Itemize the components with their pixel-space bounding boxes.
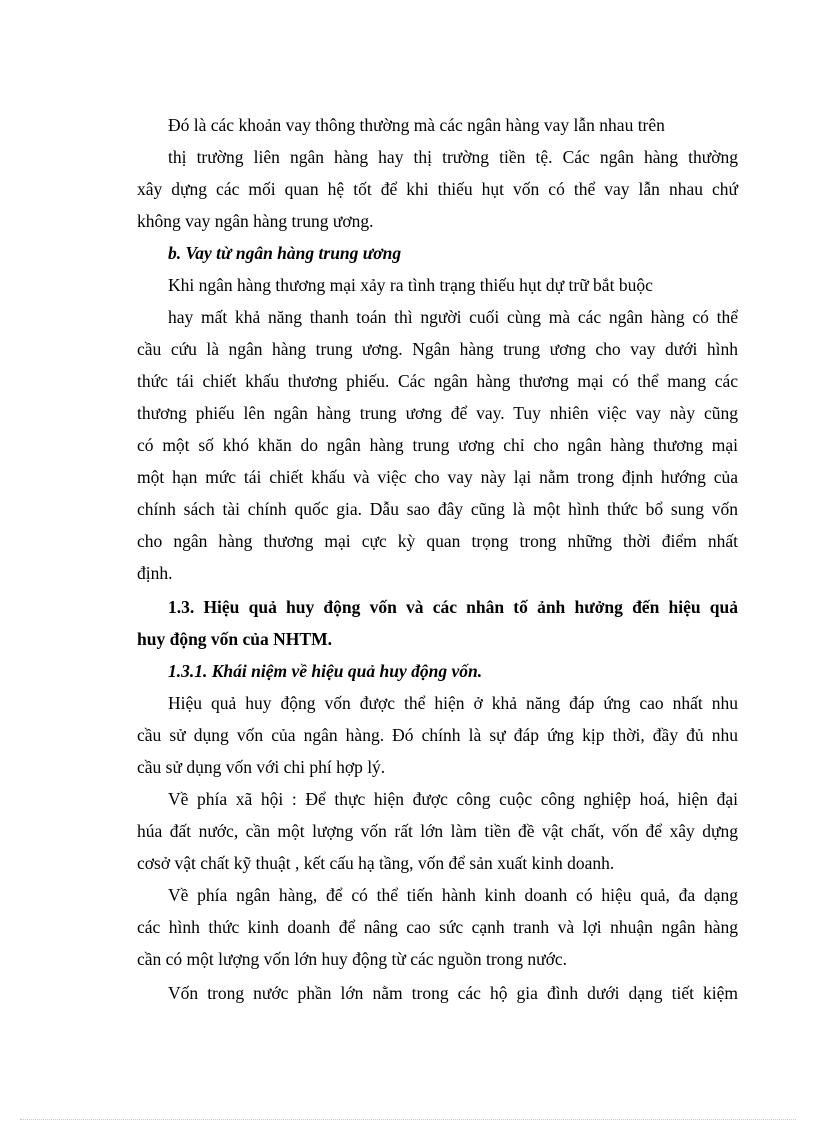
- section-heading: 1.3. Hiệu quả huy động vốn và các nhân tố ảnh hưởng đến hiệu quả: [168, 597, 738, 617]
- text-line: các hình thức kinh doanh để nâng cao sức cạnh tranh và lợi nhuận ngân hàng: [137, 917, 738, 937]
- section-heading: b. Vay từ ngân hàng trung ương: [168, 243, 402, 263]
- text-line: Đó là các khoản vay thông thường mà các ngân hàng vay lẫn nhau trên: [168, 115, 665, 135]
- text-line: Vốn trong nước phần lớn nằm trong các hộ gia đình dưới dạng tiết kiệm: [168, 983, 738, 1003]
- text-line: cầu cứu là ngân hàng trung ương. Ngân hàng trung ương cho vay dưới hình: [137, 339, 738, 359]
- text-line: thương phiếu lên ngân hàng trung ương để vay. Tuy nhiên việc vay này cũng: [137, 403, 738, 423]
- text-line: thức tái chiết khấu thương phiếu. Các ngân hàng thương mại có thể mang các: [137, 371, 738, 391]
- text-line: Về phía ngân hàng, để có thể tiến hành kinh doanh có hiệu quả, đa dạng: [168, 885, 738, 905]
- text-line: hay mất khả năng thanh toán thì người cuối cùng mà các ngân hàng có thể: [168, 307, 738, 327]
- text-line: cầu sử dụng vốn của ngân hàng. Đó chính là sự đáp ứng kịp thời, đầy đủ nhu: [137, 725, 738, 745]
- text-line: Hiệu quả huy động vốn được thể hiện ở khả năng đáp ứng cao nhất nhu: [168, 693, 738, 713]
- text-line: cầu sử dụng vốn với chi phí hợp lý.: [137, 757, 386, 777]
- subsection-heading: 1.3.1. Khái niệm về hiệu quả huy động vốn.: [168, 661, 483, 681]
- text-line: cho ngân hàng thương mại cực kỳ quan trọng trong những thời điểm nhất: [137, 531, 738, 551]
- text-line: định.: [137, 563, 173, 583]
- text-line: thị trường liên ngân hàng hay thị trường tiền tệ. Các ngân hàng thường: [168, 147, 738, 167]
- text-line: húa đất nước, cần một lượng vốn rất lớn làm tiền đề vật chất, vốn để xây dựng: [137, 821, 738, 841]
- page-bottom-rule: [20, 1119, 796, 1120]
- section-heading: huy động vốn của NHTM.: [137, 629, 332, 649]
- text-line: không vay ngân hàng trung ương.: [137, 211, 374, 231]
- text-line: có một số khó khăn do ngân hàng trung ương chỉ cho ngân hàng thương mại: [137, 435, 738, 455]
- text-line: cơsở vật chất kỹ thuật , kết cấu hạ tầng, vốn để sản xuất kinh doanh.: [137, 853, 615, 873]
- text-line: Khi ngân hàng thương mại xảy ra tình trạng thiếu hụt dự trữ bắt buộc: [168, 275, 653, 295]
- text-line: xây dựng các mối quan hệ tốt để khi thiếu hụt vốn có thể vay lẫn nhau chứ: [137, 179, 738, 199]
- text-line: Về phía xã hội : Để thực hiện được công cuộc công nghiệp hoá, hiện đại: [168, 789, 738, 809]
- text-line: chính sách tài chính quốc gia. Dẫu sao đây cũng là một hình thức bổ sung vốn: [137, 499, 738, 519]
- text-line: một hạn mức tái chiết khấu và việc cho vay này lại nằm trong định hướng của: [137, 467, 738, 487]
- text-line: cần có một lượng vốn lớn huy động từ các nguồn trong nước.: [137, 949, 567, 969]
